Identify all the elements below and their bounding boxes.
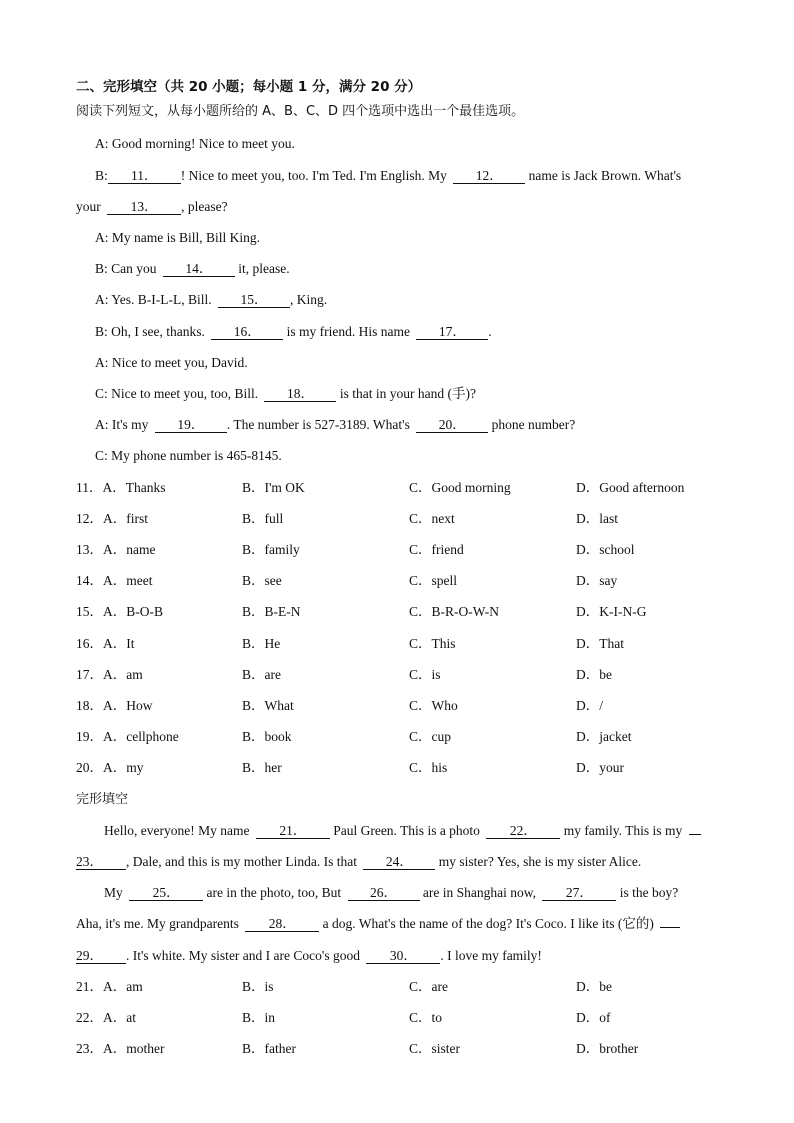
option-b[interactable]: B．in [242,1010,276,1025]
answer-blank-29[interactable]: 29． [76,948,126,964]
line-text: B: Oh, I see, thanks. [95,324,205,339]
dialogue-line [95,323,492,341]
question-row [76,635,776,653]
option-c[interactable]: C．are [409,979,448,994]
dialogue-line: A: My name is Bill, Bill King. [95,230,261,245]
line-text: A: Yes. B-I-L-L, Bill. [95,292,212,307]
line-text: Paul Green. This is a photo [333,823,480,838]
question-row [76,728,776,746]
question-row [76,697,776,715]
answer-blank-20[interactable]: 20． [416,417,488,433]
answer-blank-14[interactable]: 14． [163,261,235,277]
line-text: are in the photo, too, But [206,885,342,900]
passage-line [76,915,680,933]
answer-blank-21[interactable]: 21． [256,823,330,839]
option-c[interactable]: C．cup [409,729,451,744]
line-text: is the boy? [619,885,679,900]
option-d[interactable]: D．Good afternoon [576,480,685,495]
passage-line [76,947,542,965]
question-row [76,603,776,621]
option-d[interactable]: D．your [576,760,624,775]
option-d[interactable]: D．of [576,1010,611,1025]
answer-blank-29-start[interactable] [660,927,680,928]
line-text: Aha, it's me. My grandparents [76,916,239,931]
answer-blank-19[interactable]: 19． [155,417,227,433]
answer-blank-24[interactable]: 24． [363,854,435,870]
dialogue-line [95,260,290,278]
answer-blank-30[interactable]: 30． [366,948,440,964]
answer-blank-27[interactable]: 27． [542,885,616,901]
answer-blank-13[interactable]: 13． [107,199,181,215]
option-b[interactable]: B．What [242,698,294,713]
line-text: . It's white. My sister and I are Coco's good [126,948,360,963]
line-text: ! Nice to meet you, too. I'm Ted. I'm English. My [180,168,447,183]
dialogue-line [95,416,575,434]
line-text: A: It's my [95,417,149,432]
option-b[interactable]: B．is [242,979,274,994]
dialogue-line [76,198,228,216]
dialogue-line: A: Nice to meet you, David. [95,355,248,370]
section-instruction: 阅读下列短文，从每小题所给的 A、B、C、D 四个选项中选出一个最佳选项。 [76,104,525,119]
question-row [76,978,776,996]
answer-blank-22[interactable]: 22． [486,823,560,839]
dialogue-line [95,385,476,403]
option-a[interactable]: 13．A．name [76,542,156,557]
option-b[interactable]: B．her [242,760,282,775]
option-a[interactable]: 17．A．am [76,667,143,682]
line-text: C: Nice to meet you, too, Bill. [95,386,259,401]
option-a[interactable]: 15．A．B-O-B [76,604,163,619]
line-text: name is Jack Brown. What's [528,168,682,183]
question-row [76,572,776,590]
dialogue-line: A: Good morning! Nice to meet you. [95,136,295,151]
answer-blank-15[interactable]: 15． [218,292,290,308]
dialogue-line [95,291,327,309]
section-title: 二、完形填空（共 20 小题；每小题 1 分，满分 20 分） [76,79,422,95]
option-c[interactable]: C．friend [409,542,464,557]
option-c[interactable]: C．next [409,511,455,526]
option-d[interactable]: D．say [576,573,618,588]
line-text: is that in your hand (手)? [339,386,476,401]
answer-blank-28[interactable]: 28． [245,916,319,932]
option-a[interactable]: 18．A．How [76,698,153,713]
line-text: are in Shanghai now, [422,885,536,900]
question-row [76,510,776,528]
option-c[interactable]: C．B-R-O-W-N [409,604,499,619]
option-a[interactable]: 22．A．at [76,1010,136,1025]
option-b[interactable]: B．He [242,636,281,651]
option-b[interactable]: B．family [242,542,300,557]
option-d[interactable]: D．/ [576,698,603,713]
line-text: your [76,199,101,214]
answer-blank-18[interactable]: 18． [264,386,336,402]
option-a[interactable]: 16．A．It [76,636,135,651]
passage-line [104,884,678,902]
line-text: Hello, everyone! My name [104,823,250,838]
line-text: My [104,885,123,900]
question-row [76,1009,776,1027]
question-row [76,666,776,684]
answer-blank-26[interactable]: 26． [348,885,420,901]
question-row [76,479,776,497]
option-c[interactable]: C．Good morning [409,480,511,495]
answer-blank-12[interactable]: 12． [453,168,525,184]
option-d[interactable]: D．K-I-N-G [576,604,647,619]
answer-blank-17[interactable]: 17． [416,324,488,340]
option-a[interactable]: 21．A．am [76,979,143,994]
line-text: B: Can you [95,261,157,276]
dialogue-line: C: My phone number is 465-8145. [95,448,282,463]
answer-blank-16[interactable]: 16． [211,324,283,340]
option-c[interactable]: C．his [409,760,448,775]
option-a[interactable]: 23．A．mother [76,1041,165,1056]
dialogue-line [95,167,681,185]
option-a[interactable]: 14．A．meet [76,573,153,588]
option-a[interactable]: 12．A．first [76,511,148,526]
question-row [76,1040,776,1058]
passage-line [76,853,641,871]
option-d[interactable]: D．be [576,979,612,994]
option-d[interactable]: D．That [576,636,624,651]
line-text: . The number is 527-3189. What's [226,417,410,432]
option-c[interactable]: C．Who [409,698,458,713]
answer-blank-11[interactable]: 11． [108,168,181,184]
option-c[interactable]: C．sister [409,1041,461,1056]
option-b[interactable]: B．full [242,511,284,526]
option-d[interactable]: D．brother [576,1041,639,1056]
line-text: phone number? [491,417,576,432]
line-text: it, please. [238,261,290,276]
line-text: . [488,324,492,339]
line-text: is my friend. His name [286,324,410,339]
question-row [76,759,776,777]
option-c[interactable]: C．spell [409,573,458,588]
line-text: my family. This is my [563,823,683,838]
option-a[interactable]: 11．A．Thanks [76,480,166,495]
answer-blank-23[interactable]: 23． [76,854,126,870]
answer-blank-23-start[interactable] [689,834,701,835]
option-d[interactable]: D．be [576,667,612,682]
line-text: , Dale, and this is my mother Linda. Is that [126,854,357,869]
section-heading: 完形填空 [76,792,129,807]
option-b[interactable]: B．are [242,667,281,682]
line-text: , King. [290,292,328,307]
option-d[interactable]: D．last [576,511,618,526]
option-d[interactable]: D．jacket [576,729,632,744]
option-c[interactable]: C．This [409,636,456,651]
option-b[interactable]: B．B-E-N [242,604,301,619]
line-text: , please? [181,199,228,214]
line-text: a dog. What's the name of the dog? It's Coco. I like its (它的) [322,916,654,931]
option-b[interactable]: B．book [242,729,292,744]
line-text: my sister? Yes, she is my sister Alice. [438,854,642,869]
line-text: B: [95,168,108,183]
option-c[interactable]: C．to [409,1010,443,1025]
line-text: . I love my family! [440,948,542,963]
option-b[interactable]: B．father [242,1041,296,1056]
option-a[interactable]: 20．A．my [76,760,144,775]
answer-blank-25[interactable]: 25． [129,885,203,901]
option-b[interactable]: B．I'm OK [242,480,305,495]
question-row [76,541,776,559]
option-c[interactable]: C．is [409,667,441,682]
option-d[interactable]: D．school [576,542,635,557]
option-b[interactable]: B．see [242,573,282,588]
passage-line [104,822,701,840]
option-a[interactable]: 19．A．cellphone [76,729,179,744]
